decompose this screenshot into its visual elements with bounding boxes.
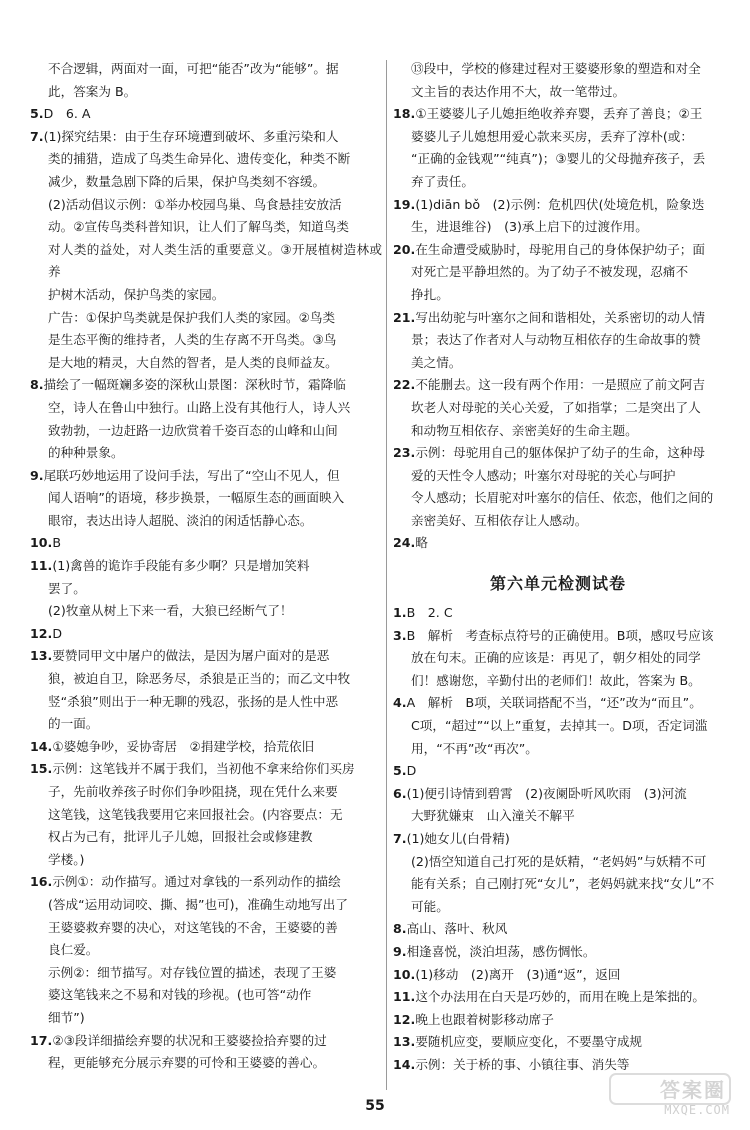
question-number: 21. — [393, 309, 416, 325]
question-number: 18. — [393, 106, 416, 122]
answer-text: 爱的天性令人感动；叶塞尔对母驼的关心与呵护 — [411, 467, 676, 483]
question-number: 23. — [393, 445, 416, 461]
answer-text: (1)移动 (2)离开 (3)通“返”，返回 — [415, 966, 621, 982]
answer-list-right-bottom — [393, 602, 723, 1076]
question-number: 20. — [393, 241, 416, 257]
answer-line — [393, 374, 723, 397]
answer-line — [393, 487, 723, 510]
answer-text: 描绘了一幅斑斓多姿的深秋山景图：深秋时节，霜降临 — [43, 377, 346, 393]
answer-line — [393, 532, 723, 555]
answer-line — [30, 804, 382, 827]
answer-line — [30, 623, 382, 646]
answer-line — [393, 760, 723, 783]
answer-text: D 6. A — [43, 106, 91, 122]
answer-line — [30, 871, 382, 894]
answer-line — [393, 964, 723, 987]
answer-line — [30, 487, 382, 510]
answer-text: 细节”) — [48, 1009, 85, 1025]
answer-text: 程，更能够充分展示弃婴的可怜和王婆婆的善心。 — [48, 1055, 326, 1071]
answer-text: B 解析 考查标点符号的正确使用。B项，感叹号应该 — [406, 627, 714, 643]
answer-text: 和动物互相依存、亲密美好的生命主题。 — [411, 422, 638, 438]
answer-line — [393, 1031, 723, 1054]
answer-text: 权占为己有，批评儿子儿媳，回报社会或修建教 — [48, 829, 313, 845]
answer-text: B 2. C — [406, 605, 453, 621]
answer-text: 示例①：动作描写。通过对拿钱的一系列动作的描绘 — [52, 874, 341, 890]
answer-text: ⑬段中，学校的修建过程对王婆婆形象的塑造和对全 — [411, 61, 701, 76]
answer-line — [30, 442, 382, 465]
answer-line — [393, 81, 723, 104]
answer-text: 竖“杀狼”则出于一种无聊的残忍，张扬的是人性中恶 — [48, 693, 339, 709]
answer-line — [393, 58, 723, 81]
answer-text: 大野犹嫌束 山入潼关不解平 — [411, 808, 575, 824]
answer-text: 王婆婆救弃婴的决心，对这笔钱的不舍，王婆婆的善 — [48, 919, 338, 935]
question-number: 1. — [393, 605, 407, 621]
question-number: 15. — [30, 761, 53, 777]
question-number: 5. — [30, 106, 44, 122]
answer-text: D — [52, 625, 63, 641]
question-number: 8. — [393, 921, 407, 937]
answer-line — [30, 984, 382, 1007]
answer-text: 用，“不再”改“再次”。 — [411, 740, 538, 756]
answer-line — [393, 805, 723, 828]
answer-line — [30, 668, 382, 691]
answer-line — [393, 307, 723, 330]
question-number: 14. — [393, 1056, 416, 1072]
question-number: 24. — [393, 535, 416, 551]
question-number: 3. — [393, 627, 407, 643]
answer-text: 这笔钱，这笔钱我要用它来回报社会。(内容要点：无 — [48, 806, 343, 822]
question-number: 11. — [393, 989, 416, 1005]
answer-text: 婆这笔钱来之不易和对钱的珍视。(也可答“动作 — [48, 987, 312, 1003]
answer-line — [30, 578, 382, 601]
answer-line — [30, 826, 382, 849]
answer-line — [393, 352, 723, 375]
answer-line — [30, 758, 382, 781]
answer-line — [30, 239, 382, 284]
answer-text: 是大地的精灵，大自然的智者，是人类的良师益友。 — [48, 354, 338, 370]
question-number: 7. — [30, 128, 44, 144]
answer-text: 学楼。) — [48, 851, 85, 867]
answer-text: 减少，数量急剧下降的后果，保护鸟类刻不容缓。 — [48, 173, 326, 189]
answer-text: 不能删去。这一段有两个作用：一是照应了前文阿吉 — [415, 377, 705, 393]
answer-text: (1)她女儿(白骨精) — [406, 831, 510, 846]
answer-text: (2)活动倡议示例：①举办校园鸟巢、鸟食悬挂安放活 — [48, 196, 342, 212]
answer-text: 要随机应变，要顺应变化，不要墨守成规 — [415, 1034, 642, 1050]
answer-line — [393, 420, 723, 443]
answer-line — [30, 103, 382, 126]
answer-text: 能有关系；自己刚打死“女儿”，老妈妈就来找“女儿”不 — [411, 876, 715, 892]
question-number: 7. — [393, 831, 407, 846]
answer-line — [393, 625, 723, 648]
answer-text: 要赞同甲文中屠户的做法，是因为屠户面对的是恶 — [52, 648, 330, 664]
answer-text: 广告：①保护鸟类就是保护我们人类的家园。②鸟类 — [48, 309, 336, 325]
answer-text: 挣扎。 — [411, 286, 449, 302]
answer-text: 美之情。 — [411, 354, 462, 370]
answer-text: 示例：关于桥的事、小镇往事、消失等 — [415, 1056, 630, 1072]
answer-line — [30, 1052, 382, 1075]
answer-line — [30, 713, 382, 736]
answer-text: 亲密美好、互相依存让人感动。 — [411, 512, 588, 528]
answer-text: 狼，被迫自卫，除恶务尽，杀狼是正当的；而乙文中牧 — [48, 671, 351, 687]
answer-text: 略 — [415, 535, 428, 551]
answer-line — [393, 828, 723, 851]
answer-text: 坎老人对母驼的关心关爱，了如指掌；二是突出了人 — [411, 399, 701, 415]
answer-text: (1)探究结果：由于生存环境遭到破坏、多重污染和人 — [43, 128, 339, 144]
answer-line — [393, 261, 723, 284]
answer-line — [393, 986, 723, 1009]
answer-text: (2)牧童从树上下来一看，大狼已经断气了！ — [48, 603, 293, 619]
answer-text: 婆婆儿子儿媳想用爱心款来买房，丢弃了淳朴(或： — [411, 128, 693, 144]
answer-line — [30, 600, 382, 623]
answer-line — [30, 284, 382, 307]
answer-text: 令人感动；长眉驼对叶塞尔的信任、依恋，他们之间的 — [411, 490, 714, 506]
answer-line — [393, 873, 723, 896]
left-column — [30, 58, 382, 1075]
answer-line — [30, 148, 382, 171]
answer-line — [30, 420, 382, 443]
answer-line — [393, 918, 723, 941]
answer-line — [30, 939, 382, 962]
answer-text: 可能。 — [411, 898, 449, 914]
answer-text: C项，“超过”“以上”重复，去掉其一。D项，否定词滥 — [411, 718, 708, 734]
answer-text: 此，答案为 B。 — [48, 83, 137, 99]
answer-text: 是生态平衡的维持者，人类的生存离不开鸟类。③鸟 — [48, 332, 337, 348]
answer-line — [30, 397, 382, 420]
answer-list-right-top — [393, 58, 723, 555]
answer-line — [30, 917, 382, 940]
question-number: 16. — [30, 874, 53, 890]
question-number: 4. — [393, 695, 407, 711]
answer-text: 景；表达了作者对人与动物互相依存的生命故事的赞 — [411, 332, 701, 348]
answer-line — [30, 126, 382, 149]
question-number: 9. — [30, 467, 44, 483]
answer-text: 眼帘，表达出诗人超脱、淡泊的闲适恬静心态。 — [48, 512, 313, 528]
answer-line — [30, 194, 382, 217]
question-number: 19. — [393, 196, 416, 212]
answer-text: 罢了。 — [48, 580, 86, 596]
answer-line — [393, 397, 723, 420]
question-number: 8. — [30, 377, 44, 393]
question-number: 10. — [30, 535, 53, 551]
answer-line — [393, 510, 723, 533]
answer-line — [393, 941, 723, 964]
answer-line — [393, 783, 723, 806]
answer-text: 护树木活动，保护鸟类的家园。 — [48, 286, 225, 302]
answer-line — [30, 329, 382, 352]
answer-text: (1)便引诗情到碧霄 (2)夜阑卧听风吹雨 (3)河流 — [406, 785, 687, 801]
answer-text: 致勃勃，一边赶路一边欣赏着千姿百态的山峰和山间 — [48, 422, 338, 438]
answer-line — [30, 81, 382, 104]
answer-line — [393, 442, 723, 465]
page-number: 55 — [365, 1098, 385, 1114]
answer-text: 闻人语响”的语境，移步换景，一幅原生态的画面映入 — [48, 490, 345, 506]
answer-text: “正确的金钱观”“纯真”)；③婴儿的父母抛弃孩子，丢 — [411, 151, 706, 167]
answer-line — [393, 465, 723, 488]
answer-line — [30, 849, 382, 872]
answer-text: 晚上也跟着树影移动席子 — [415, 1011, 554, 1027]
answer-text: (答成“运用动词咬、撕、揭”也可)，准确生动地写出了 — [48, 896, 348, 912]
question-number: 6. — [393, 785, 407, 801]
answer-text: A 解析 B项，关联词搭配不当，“还”改为“而且”。 — [406, 695, 702, 711]
answer-line — [30, 465, 382, 488]
answer-line — [30, 510, 382, 533]
answer-text: 们！感谢您，辛勤付出的老师们！故此，答案为 B。 — [411, 672, 701, 688]
answer-line — [30, 352, 382, 375]
answer-text: 空，诗人在鲁山中独行。山路上没有其他行人，诗人兴 — [48, 399, 351, 415]
answer-text: 的一面。 — [48, 716, 99, 732]
answer-line — [393, 1009, 723, 1032]
answer-line — [393, 103, 723, 126]
answer-line — [30, 58, 382, 81]
answer-text: 生，进退维谷) (3)承上启下的过渡作用。 — [411, 219, 648, 235]
answer-text: B — [52, 535, 61, 551]
answer-text: 文主旨的表达作用不大，故一笔带过。 — [411, 83, 626, 99]
answer-text: ②③段详细描绘弃婴的状况和王婆婆捡拾弃婴的过 — [52, 1032, 327, 1048]
answer-text: D — [406, 763, 417, 779]
question-number: 12. — [30, 625, 53, 641]
question-number: 13. — [30, 648, 53, 664]
answer-line — [393, 216, 723, 239]
answer-line — [30, 374, 382, 397]
answer-line — [30, 555, 382, 578]
answer-line — [30, 736, 382, 759]
answer-line — [393, 126, 723, 149]
answer-line — [393, 194, 723, 217]
answer-line — [393, 647, 723, 670]
answer-line — [30, 307, 382, 330]
answer-text: 相逢喜悦，淡泊坦荡，感伤惆怅。 — [406, 943, 596, 959]
answer-text: 示例：母驼用自己的躯体保护了幼子的生命，这种母 — [415, 445, 705, 461]
question-number: 9. — [393, 943, 407, 959]
answer-text: 良仁爱。 — [48, 942, 99, 958]
answer-text: ①王婆婆儿子儿媳拒绝收养弃婴，丢弃了善良；②王 — [415, 106, 703, 122]
answer-line — [393, 851, 723, 874]
answer-line — [30, 171, 382, 194]
answer-text: (2)悟空知道自己打死的是妖精，“老妈妈”与妖精不可 — [411, 853, 707, 869]
answer-text: 尾联巧妙地运用了设问手法，写出了“空山不见人，但 — [43, 467, 340, 483]
answer-list-left — [30, 58, 382, 1075]
answer-text: 不合逻辑，两面对一面，可把“能否”改为“能够”。据 — [48, 61, 339, 76]
answer-text: 示例：这笔钱并不属于我们，当初他不拿来给你们买房 — [52, 761, 355, 777]
question-number: 12. — [393, 1011, 416, 1027]
answer-text: 动。②宣传鸟类科普知识，让人们了解鸟类，知道鸟类 — [48, 219, 349, 235]
answer-line — [30, 1030, 382, 1053]
answer-text: 子，先前收养孩子时你们争吵阻挠，现在凭什么来要 — [48, 784, 338, 799]
answer-text: (1)禽兽的诡诈手段能有多少啊？只是增加笑料 — [52, 558, 310, 574]
answer-line — [30, 216, 382, 239]
answer-line — [30, 691, 382, 714]
answer-text: ①婆媳争吵，妥协寄居 ②捐建学校，拾荒依旧 — [52, 738, 315, 754]
answer-text: 的种种景象。 — [48, 445, 124, 461]
answer-text: 这个办法用在白天是巧妙的，而用在晚上是笨拙的。 — [415, 989, 705, 1005]
answer-line — [393, 602, 723, 625]
watermark-seal-text: 答案圈 — [660, 1078, 726, 1102]
question-number: 13. — [393, 1034, 416, 1050]
answer-text: 写出幼驼与叶塞尔之间和谐相处，关系密切的动人情 — [415, 309, 705, 325]
answer-line — [393, 239, 723, 262]
answer-text: 在生命遭受威胁时，母驼用自己的身体保护幼子；面 — [415, 241, 705, 257]
right-column — [393, 58, 723, 1077]
answer-text: 弃了责任。 — [411, 173, 474, 189]
answer-text: 类的捕猎，造成了鸟类生命异化、遗传变化，种类不断 — [48, 151, 351, 167]
question-number: 11. — [30, 558, 53, 574]
answer-text: 对人类的益处，对人类生活的重要意义。③开展植树造林或养 — [48, 241, 382, 280]
answer-line — [30, 645, 382, 668]
answer-line — [30, 532, 382, 555]
answer-line — [30, 781, 382, 804]
answer-line — [393, 738, 723, 761]
answer-text: 高山、落叶、秋风 — [406, 921, 508, 937]
answer-text: 示例②：细节描写。对存钱位置的描述，表现了王婆 — [48, 964, 337, 980]
answer-line — [393, 896, 723, 919]
answer-line — [393, 715, 723, 738]
answer-line — [30, 1007, 382, 1030]
answer-line — [393, 171, 723, 194]
answer-line — [393, 284, 723, 307]
answer-line — [393, 148, 723, 171]
answer-text: 对死亡是平静坦然的。为了幼子不被发现，忍痛不 — [411, 264, 689, 280]
column-divider — [386, 60, 387, 1090]
answer-line — [30, 894, 382, 917]
answer-line — [393, 670, 723, 693]
question-number: 14. — [30, 738, 53, 754]
section-title: 第六单元检测试卷 — [489, 574, 626, 594]
answer-line — [393, 329, 723, 352]
question-number: 17. — [30, 1032, 53, 1048]
question-number: 10. — [393, 966, 416, 982]
question-number: 22. — [393, 377, 416, 393]
answer-line — [393, 692, 723, 715]
question-number: 5. — [393, 763, 407, 779]
answer-text: (1)diān bǒ (2)示例：危机四伏(处境危机，险象迭 — [415, 196, 705, 212]
watermark-url: MXQE.COM — [664, 1103, 730, 1117]
answer-line — [30, 962, 382, 985]
answer-text: 放在句末。正确的应该是：再见了，朝夕相处的同学 — [411, 650, 701, 666]
